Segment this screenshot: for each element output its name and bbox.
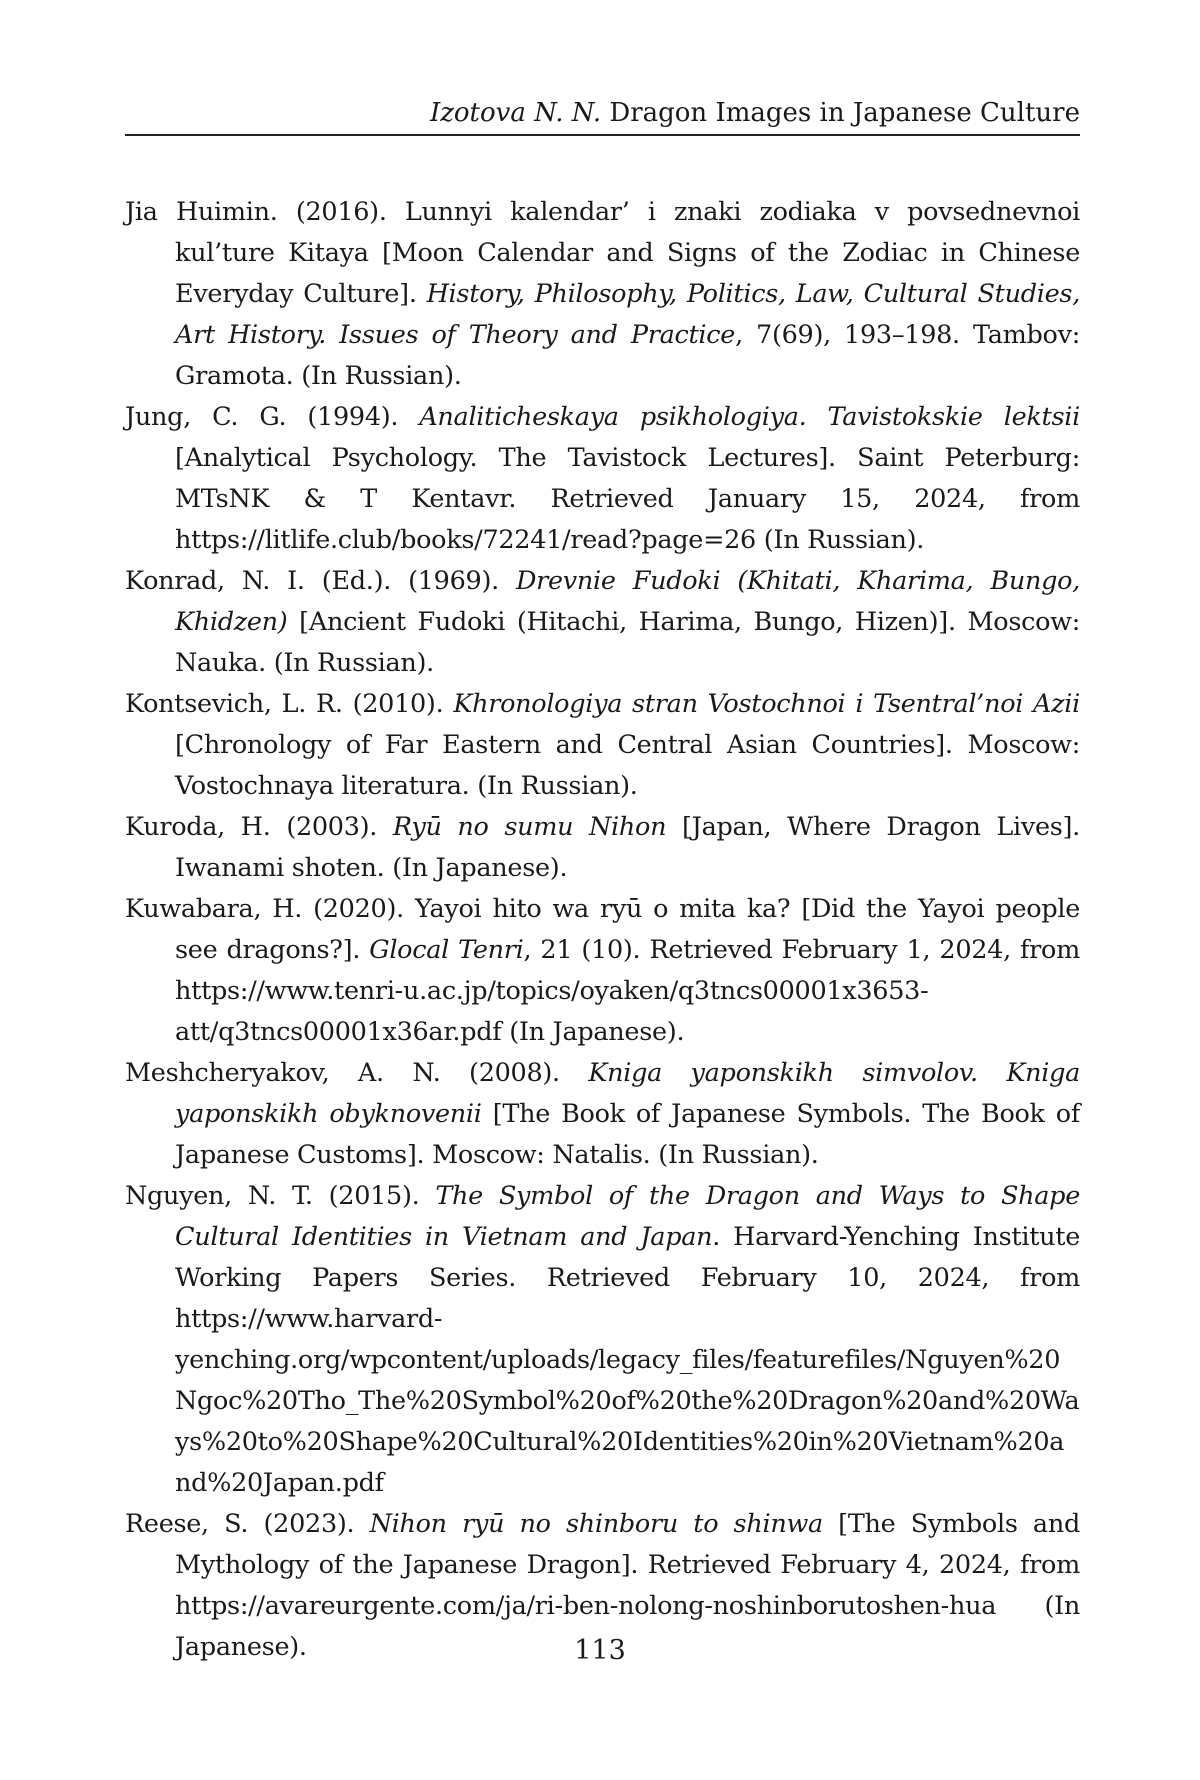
reference-item: [125, 1053, 1080, 1176]
reference-text: Konrad, N. I. (Ed.). (1969).: [125, 566, 516, 596]
reference-text: , 7(69), 193–198. Tambov: Gramota. (In Russian).: [175, 320, 1080, 391]
reference-item: [125, 889, 1080, 1053]
header-author: Izotova N. N.: [429, 98, 602, 128]
reference-item: [125, 561, 1080, 684]
reference-text: Reese, S. (2023).: [125, 1509, 370, 1539]
reference-text: Nguyen, N. T. (2015).: [125, 1181, 436, 1211]
reference-text: Meshcheryakov, A. N. (2008).: [125, 1058, 589, 1088]
reference-text: [Analytical Psychology. The Tavistock Lectures]. Saint Peterburg: MTsNK & T Kentavr. Retrieved January 15, 2024, from https://litlife.club/books/72241/read?page=26 (In Russian).: [175, 443, 1080, 555]
reference-text: Kuroda, H. (2003).: [125, 812, 393, 842]
reference-text: Kuwabara, H. (2020). Yayoi hito wa ryū o mita ka? [Did the Yayoi people see dragons?].: [125, 894, 1080, 965]
reference-text: [The Symbols and Mythology of the Japanese Dragon]. Retrieved February 4, 2024, from https://avareurgente.com/ja/ri-ben-nolong-noshinborutoshen-hua (In Japanese).: [175, 1509, 1080, 1662]
reference-text: Jia Huimin. (2016). Lunnyi kalendar’ i znaki zodiaka v povsednevnoi kul’ture Kitaya [Moon Calendar and Signs of the Zodiac in Chinese Everyday Culture].: [125, 197, 1080, 309]
reference-text: , 21 (10). Retrieved February 1, 2024, from https://www.tenri-u.ac.jp/topics/oyaken/q3tncs00001x3653-att/q3tncs00001x36ar.pdf (In Japanese).: [175, 935, 1080, 1047]
reference-source-title: Kniga yaponskikh simvolov. Kniga yaponskikh obyknovenii: [175, 1058, 1080, 1129]
reference-source-title: Drevnie Fudoki (Khitati, Kharima, Bungo, Khidzen): [175, 566, 1080, 637]
reference-source-title: Glocal Tenri: [369, 935, 524, 965]
reference-source-title: Ryū no sumu Nihon: [392, 812, 667, 842]
reference-source-title: Khronologiya stran Vostochnoi i Tsentral’noi Azii: [453, 689, 1080, 719]
page-number: 113: [574, 1635, 626, 1666]
header-title: Dragon Images in Japanese Culture: [609, 98, 1080, 128]
reference-list: [125, 192, 1080, 1668]
reference-item: [125, 807, 1080, 889]
reference-source-title: The Symbol of the Dragon and Ways to Shape Cultural Identities in Vietnam and Japan: [175, 1181, 1080, 1252]
reference-text: Kontsevich, L. R. (2010).: [125, 689, 454, 719]
reference-item: [125, 397, 1080, 561]
reference-text: . Harvard-Yenching Institute Working Papers Series. Retrieved February 10, 2024, from https://www.harvard-yenching.org/wpcontent/uploads/legacy_files/featurefiles/Nguyen%20Ngoc%20Tho_The%20Symbol%20of%20the%20Dragon%20and%20Ways%20to%20Shape%20Cultural%20Identities%20in%20Vietnam%20and%20Japan.pdf: [175, 1222, 1081, 1498]
running-header: [125, 96, 1080, 136]
reference-source-title: Analiticheskaya psikhologiya. Tavistokskie lektsii: [419, 402, 1080, 432]
reference-source-title: Nihon ryū no shinboru to shinwa: [369, 1509, 823, 1539]
reference-item: [125, 192, 1080, 397]
reference-source-title: History, Philosophy, Politics, Law, Cultural Studies, Art History. Issues of Theory and Practice: [175, 279, 1080, 350]
reference-text: [Chronology of Far Eastern and Central Asian Countries]. Moscow: Vostochnaya literatura. (In Russian).: [175, 730, 1080, 801]
reference-text: [Japan, Where Dragon Lives]. Iwanami shoten. (In Japanese).: [175, 812, 1080, 883]
reference-text: [The Book of Japanese Symbols. The Book of Japanese Customs]. Moscow: Natalis. (In Russian).: [175, 1099, 1080, 1170]
reference-item: [125, 684, 1080, 807]
reference-item: [125, 1176, 1080, 1504]
reference-text: [Ancient Fudoki (Hitachi, Harima, Bungo, Hizen)]. Moscow: Nauka. (In Russian).: [175, 607, 1080, 678]
reference-text: Jung, C. G. (1994).: [125, 402, 420, 432]
